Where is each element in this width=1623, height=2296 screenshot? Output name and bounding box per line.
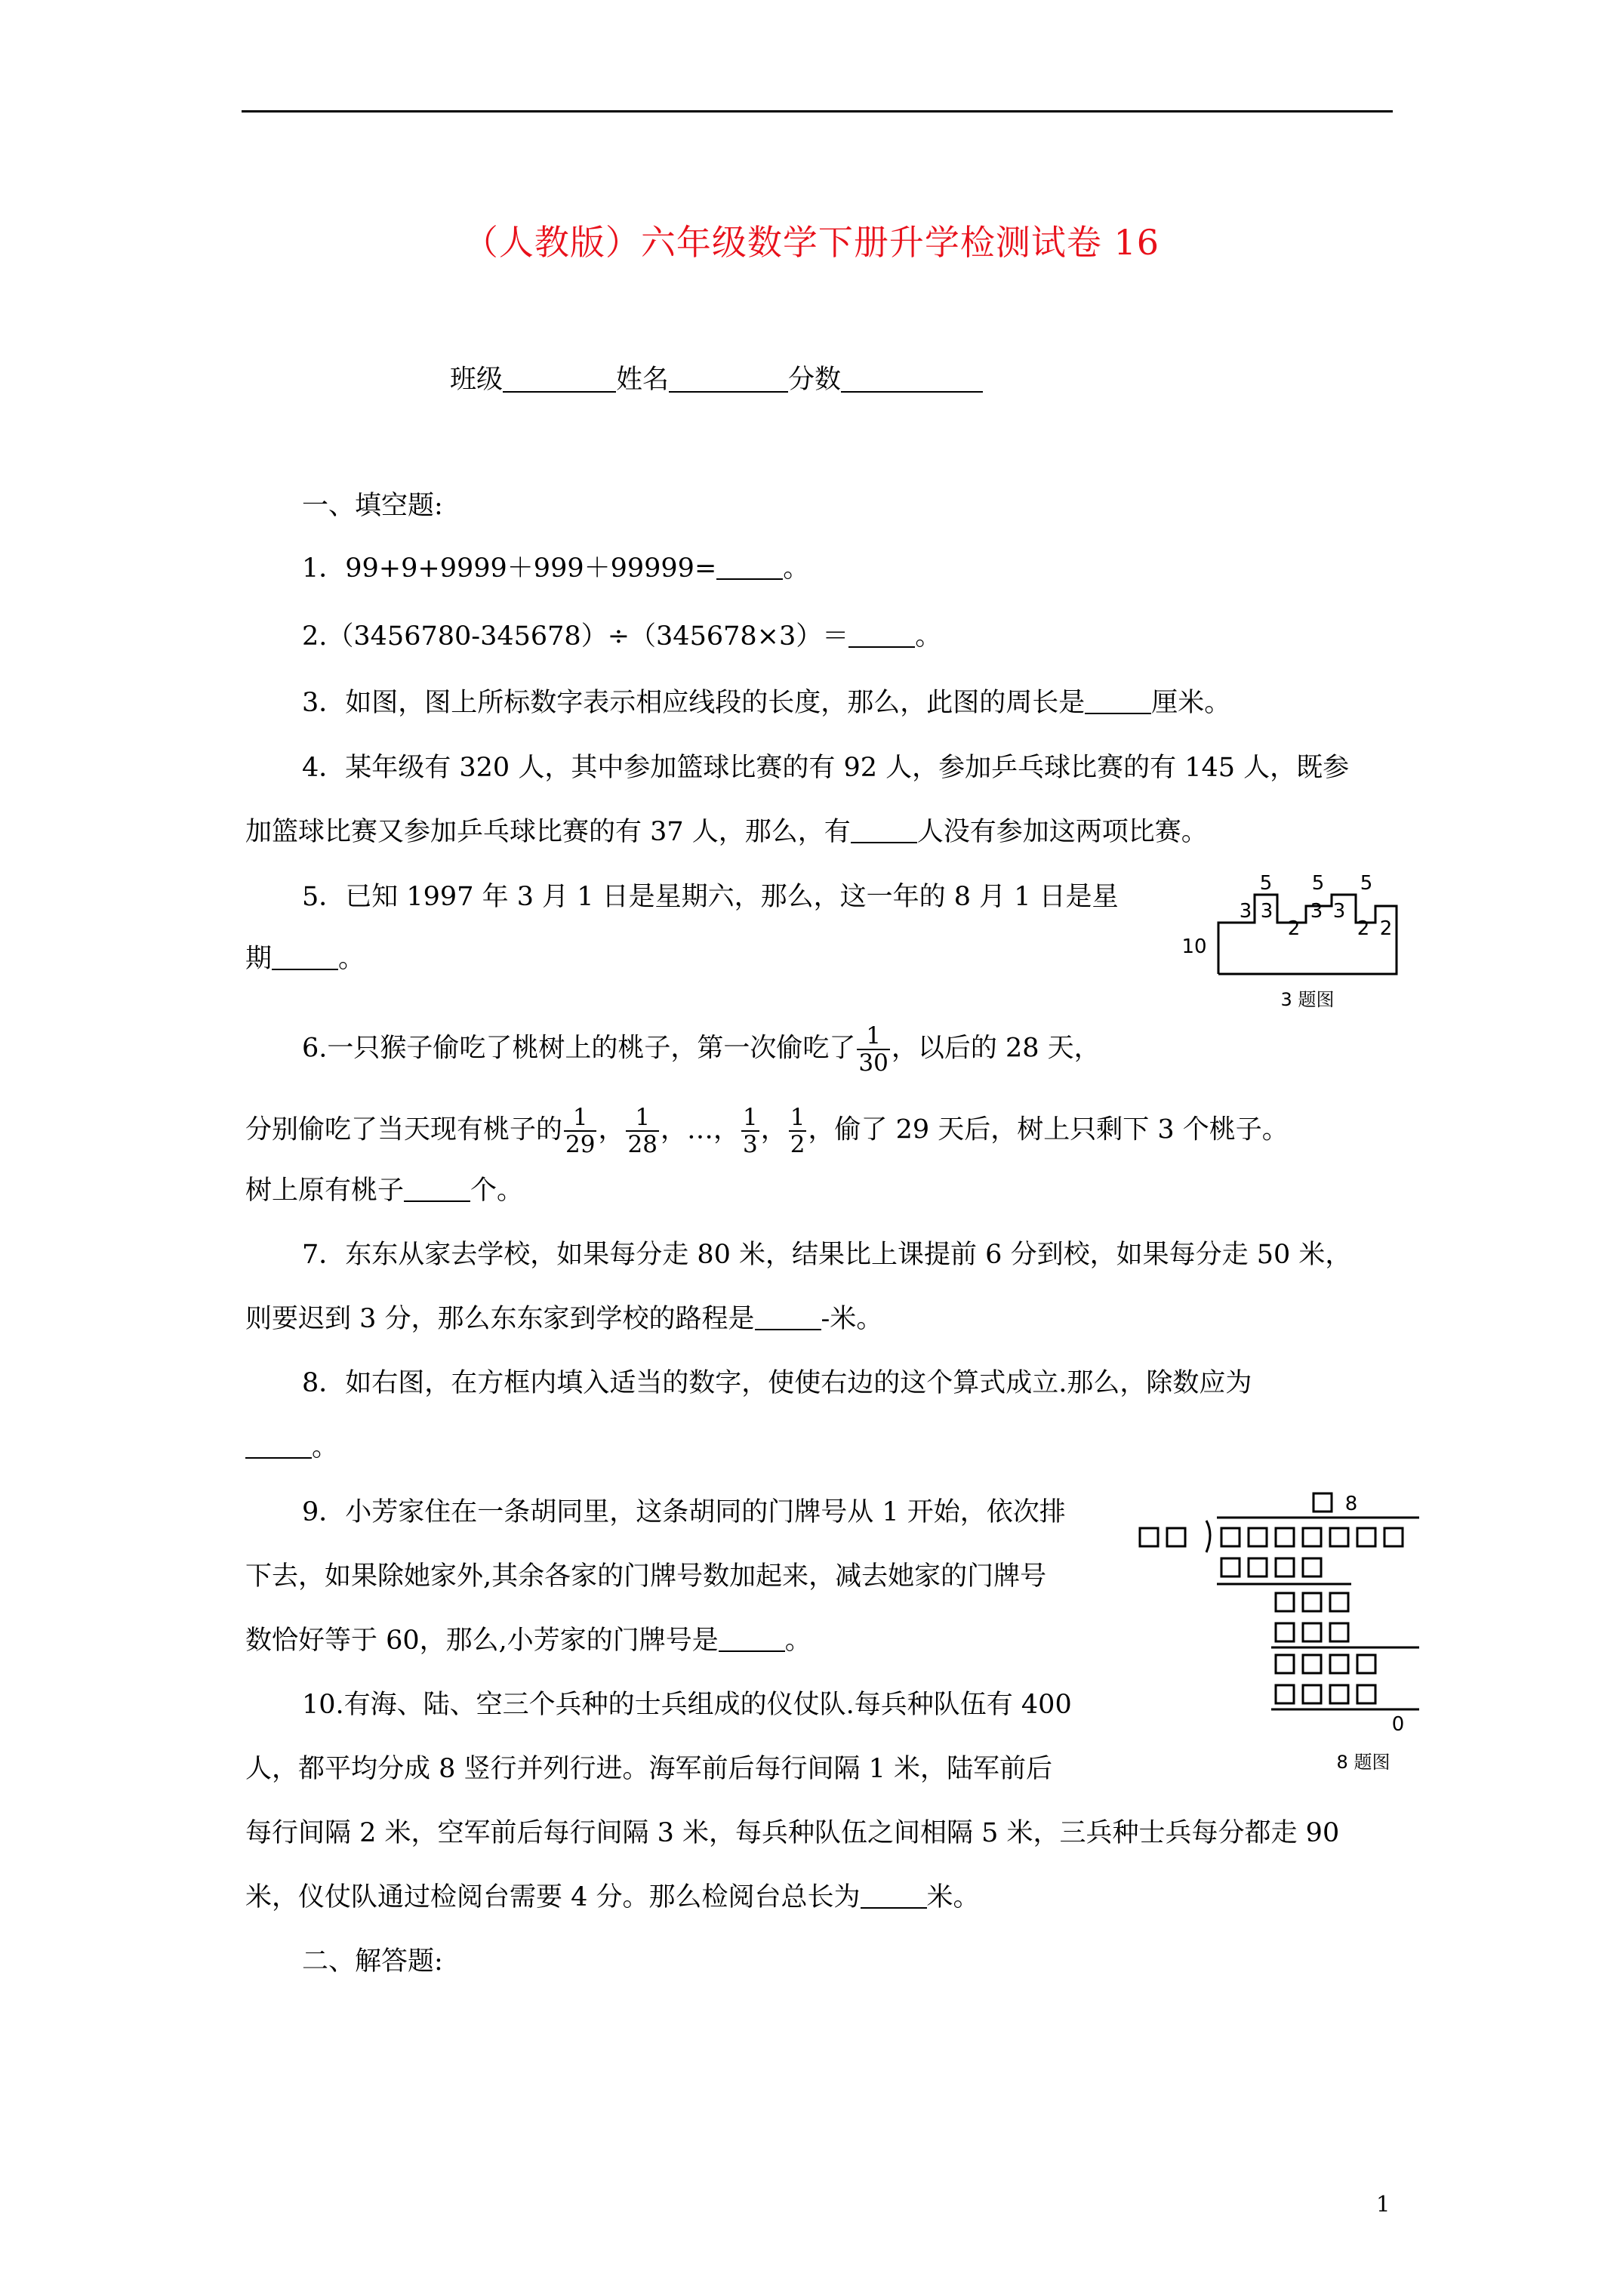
question-8-line-1: 8．如右图，在方框内填入适当的数字，使使右边的这个算式成立.那么，除数应为 — [302, 1368, 1252, 1398]
fig3-three-label-4: 3 — [1332, 900, 1346, 923]
question-7-line-2 — [245, 1304, 882, 1334]
question-10-line-1: 10.有海、陆、空三个兵种的士兵组成的仪仗队.每兵种队伍有 400 — [302, 1690, 1072, 1720]
question-7-line-1: 7．东东从家去学校，如果每分走 80 米，结果比上课提前 6 分到校，如果每分走 50 米， — [302, 1240, 1352, 1270]
figure-question-3 — [1170, 868, 1419, 1012]
fig8-caption: 8 题图 — [1336, 1752, 1390, 1773]
q3-end: 厘米。 — [1151, 688, 1231, 718]
q10-blank — [861, 1885, 927, 1909]
question-9-line-3 — [245, 1626, 812, 1656]
fig3-two-label-1: 2 — [1287, 917, 1301, 940]
question-10-line-4 — [245, 1882, 980, 1912]
q6-end: 个。 — [470, 1176, 524, 1206]
question-2 — [302, 621, 941, 652]
fig3-top-label-2: 5 — [1311, 872, 1325, 895]
q4-end: 人没有参加这两项比赛。 — [916, 817, 1208, 847]
fig3-side-label: 10 — [1181, 935, 1207, 958]
question-10-line-3: 每行间隔 2 米，空军前后每行间隔 3 米，每兵种队伍之间相隔 5 米，三兵种士兵每分都走 90 — [245, 1818, 1340, 1848]
q6-text-a: 6.一只猴子偷吃了桃树上的桃子，第一次偷吃了 — [302, 1033, 856, 1064]
fraction-1-3: $\frac{1}{3}$ — [742, 1104, 758, 1158]
q6-blank — [404, 1178, 470, 1202]
fig3-top-label-3: 5 — [1360, 872, 1373, 895]
name-label: 姓名 — [616, 365, 670, 395]
fig3-three-label-3: 3 — [1310, 900, 1323, 923]
class-blank — [503, 365, 616, 393]
question-4-line-2 — [245, 817, 1208, 847]
question-4-line-1: 4．某年级有 320 人，其中参加篮球比赛的有 92 人，参加乒乓球比赛的有 145 人，既参 — [302, 753, 1350, 783]
q5-end: 。 — [338, 944, 365, 974]
q10-text: 米，仪仗队通过检阅台需要 4 分。那么检阅台总长为 — [245, 1882, 861, 1912]
question-5-line-2 — [245, 944, 365, 974]
name-blank — [669, 365, 788, 393]
fig3-three-label-2: 3 — [1260, 900, 1273, 923]
page-title: （人教版）六年级数学下册升学检测试卷 16 — [463, 222, 1160, 263]
q4-blank — [851, 819, 917, 843]
student-info-line — [450, 359, 983, 396]
question-6-line-3 — [245, 1176, 523, 1206]
fig8-quotient-digit: 8 — [1344, 1493, 1358, 1515]
fig3-caption: 3 题图 — [1280, 989, 1335, 1010]
score-label: 分数 — [788, 365, 842, 395]
fraction-1-2: $\frac{1}{2}$ — [790, 1104, 805, 1158]
fraction-1-28: $\frac{1}{28}$ — [627, 1104, 658, 1158]
question-6-line-1 — [302, 1023, 1101, 1076]
question-9-line-1: 9．小芳家住在一条胡同里，这条胡同的门牌号从 1 开始，依次排 — [302, 1497, 1066, 1527]
question-3 — [302, 688, 1230, 718]
ellipsis: … — [686, 1114, 713, 1145]
q2-text: 2.（3456780-345678）÷（345678×3）＝ — [302, 621, 849, 652]
q6-text-e: 树上原有桃子 — [245, 1176, 405, 1206]
fig3-two-label-3: 2 — [1379, 917, 1393, 940]
q9-text: 数恰好等于 60，那么,小芳家的门牌号是 — [245, 1626, 719, 1656]
q10-end: 米。 — [926, 1882, 980, 1912]
fig8-remainder-zero: 0 — [1391, 1713, 1405, 1736]
question-1 — [302, 553, 809, 584]
q1-blank — [716, 556, 783, 580]
q5-text: 期 — [245, 944, 273, 974]
question-8-line-2 — [245, 1432, 338, 1462]
q3-blank — [1085, 690, 1151, 714]
section-fill-in: 一、填空题: — [302, 491, 443, 521]
score-blank — [841, 365, 983, 393]
fraction-1-30: $\frac{1}{30}$ — [858, 1022, 888, 1077]
question-10-line-2: 人，都平均分成 8 竖行并列行进。海军前后每行间隔 1 米，陆军前后 — [245, 1754, 1053, 1784]
question-5-line-1: 5．已知 1997 年 3 月 1 日是星期六，那么，这一年的 8 月 1 日是星 — [302, 882, 1119, 912]
q5-blank — [272, 946, 338, 970]
q7-end: -米。 — [821, 1304, 883, 1334]
fig3-two-label-2: 2 — [1357, 917, 1370, 940]
page-number: 1 — [1376, 2191, 1390, 2217]
fig3-three-label-1: 3 — [1239, 900, 1252, 923]
q2-end: 。 — [915, 621, 942, 652]
q9-blank — [719, 1628, 785, 1652]
class-label: 班级 — [450, 365, 504, 395]
header-rule — [242, 110, 1393, 112]
q9-end: 。 — [784, 1626, 812, 1656]
q1-end: 。 — [783, 553, 810, 584]
question-6-line-2: 分别偷吃了当天现有桃子的 $\frac{1}{29}$ ， $\frac{1}{28}$ ，…， $\frac{1}{3}$ ， $\frac{1}{2}$ ，偷了 29 天后，树上只剩下 3 个桃子。 — [245, 1104, 1289, 1158]
q7-text: 则要迟到 3 分，那么东东家到学校的路程是 — [245, 1304, 755, 1334]
q6-text-d: ，偷了 29 天后，树上只剩下 3 个桃子。 — [808, 1114, 1289, 1145]
q1-text: 1．99+9+9999＋999＋99999= — [302, 553, 717, 584]
q8-end: 。 — [312, 1432, 339, 1462]
q7-blank — [755, 1306, 821, 1330]
section-answer-questions: 二、解答题: — [302, 1946, 443, 1977]
q4-text: 加篮球比赛又参加乒乓球比赛的有 37 人，那么，有 — [245, 817, 851, 847]
figure-question-8 — [1125, 1480, 1427, 1774]
q3-text: 3．如图，图上所标数字表示相应线段的长度，那么，此图的周长是 — [302, 688, 1086, 718]
q8-blank — [245, 1435, 312, 1459]
fig3-top-label-1: 5 — [1259, 872, 1273, 895]
q6-text-b: ，以后的 28 天， — [891, 1033, 1101, 1064]
fraction-1-29: $\frac{1}{29}$ — [565, 1104, 596, 1158]
q6-text-c: 分别偷吃了当天现有桃子的 — [245, 1114, 563, 1145]
question-9-line-2: 下去，如果除她家外,其余各家的门牌号数加起来，减去她家的门牌号 — [245, 1561, 1047, 1592]
q2-blank — [848, 624, 915, 648]
